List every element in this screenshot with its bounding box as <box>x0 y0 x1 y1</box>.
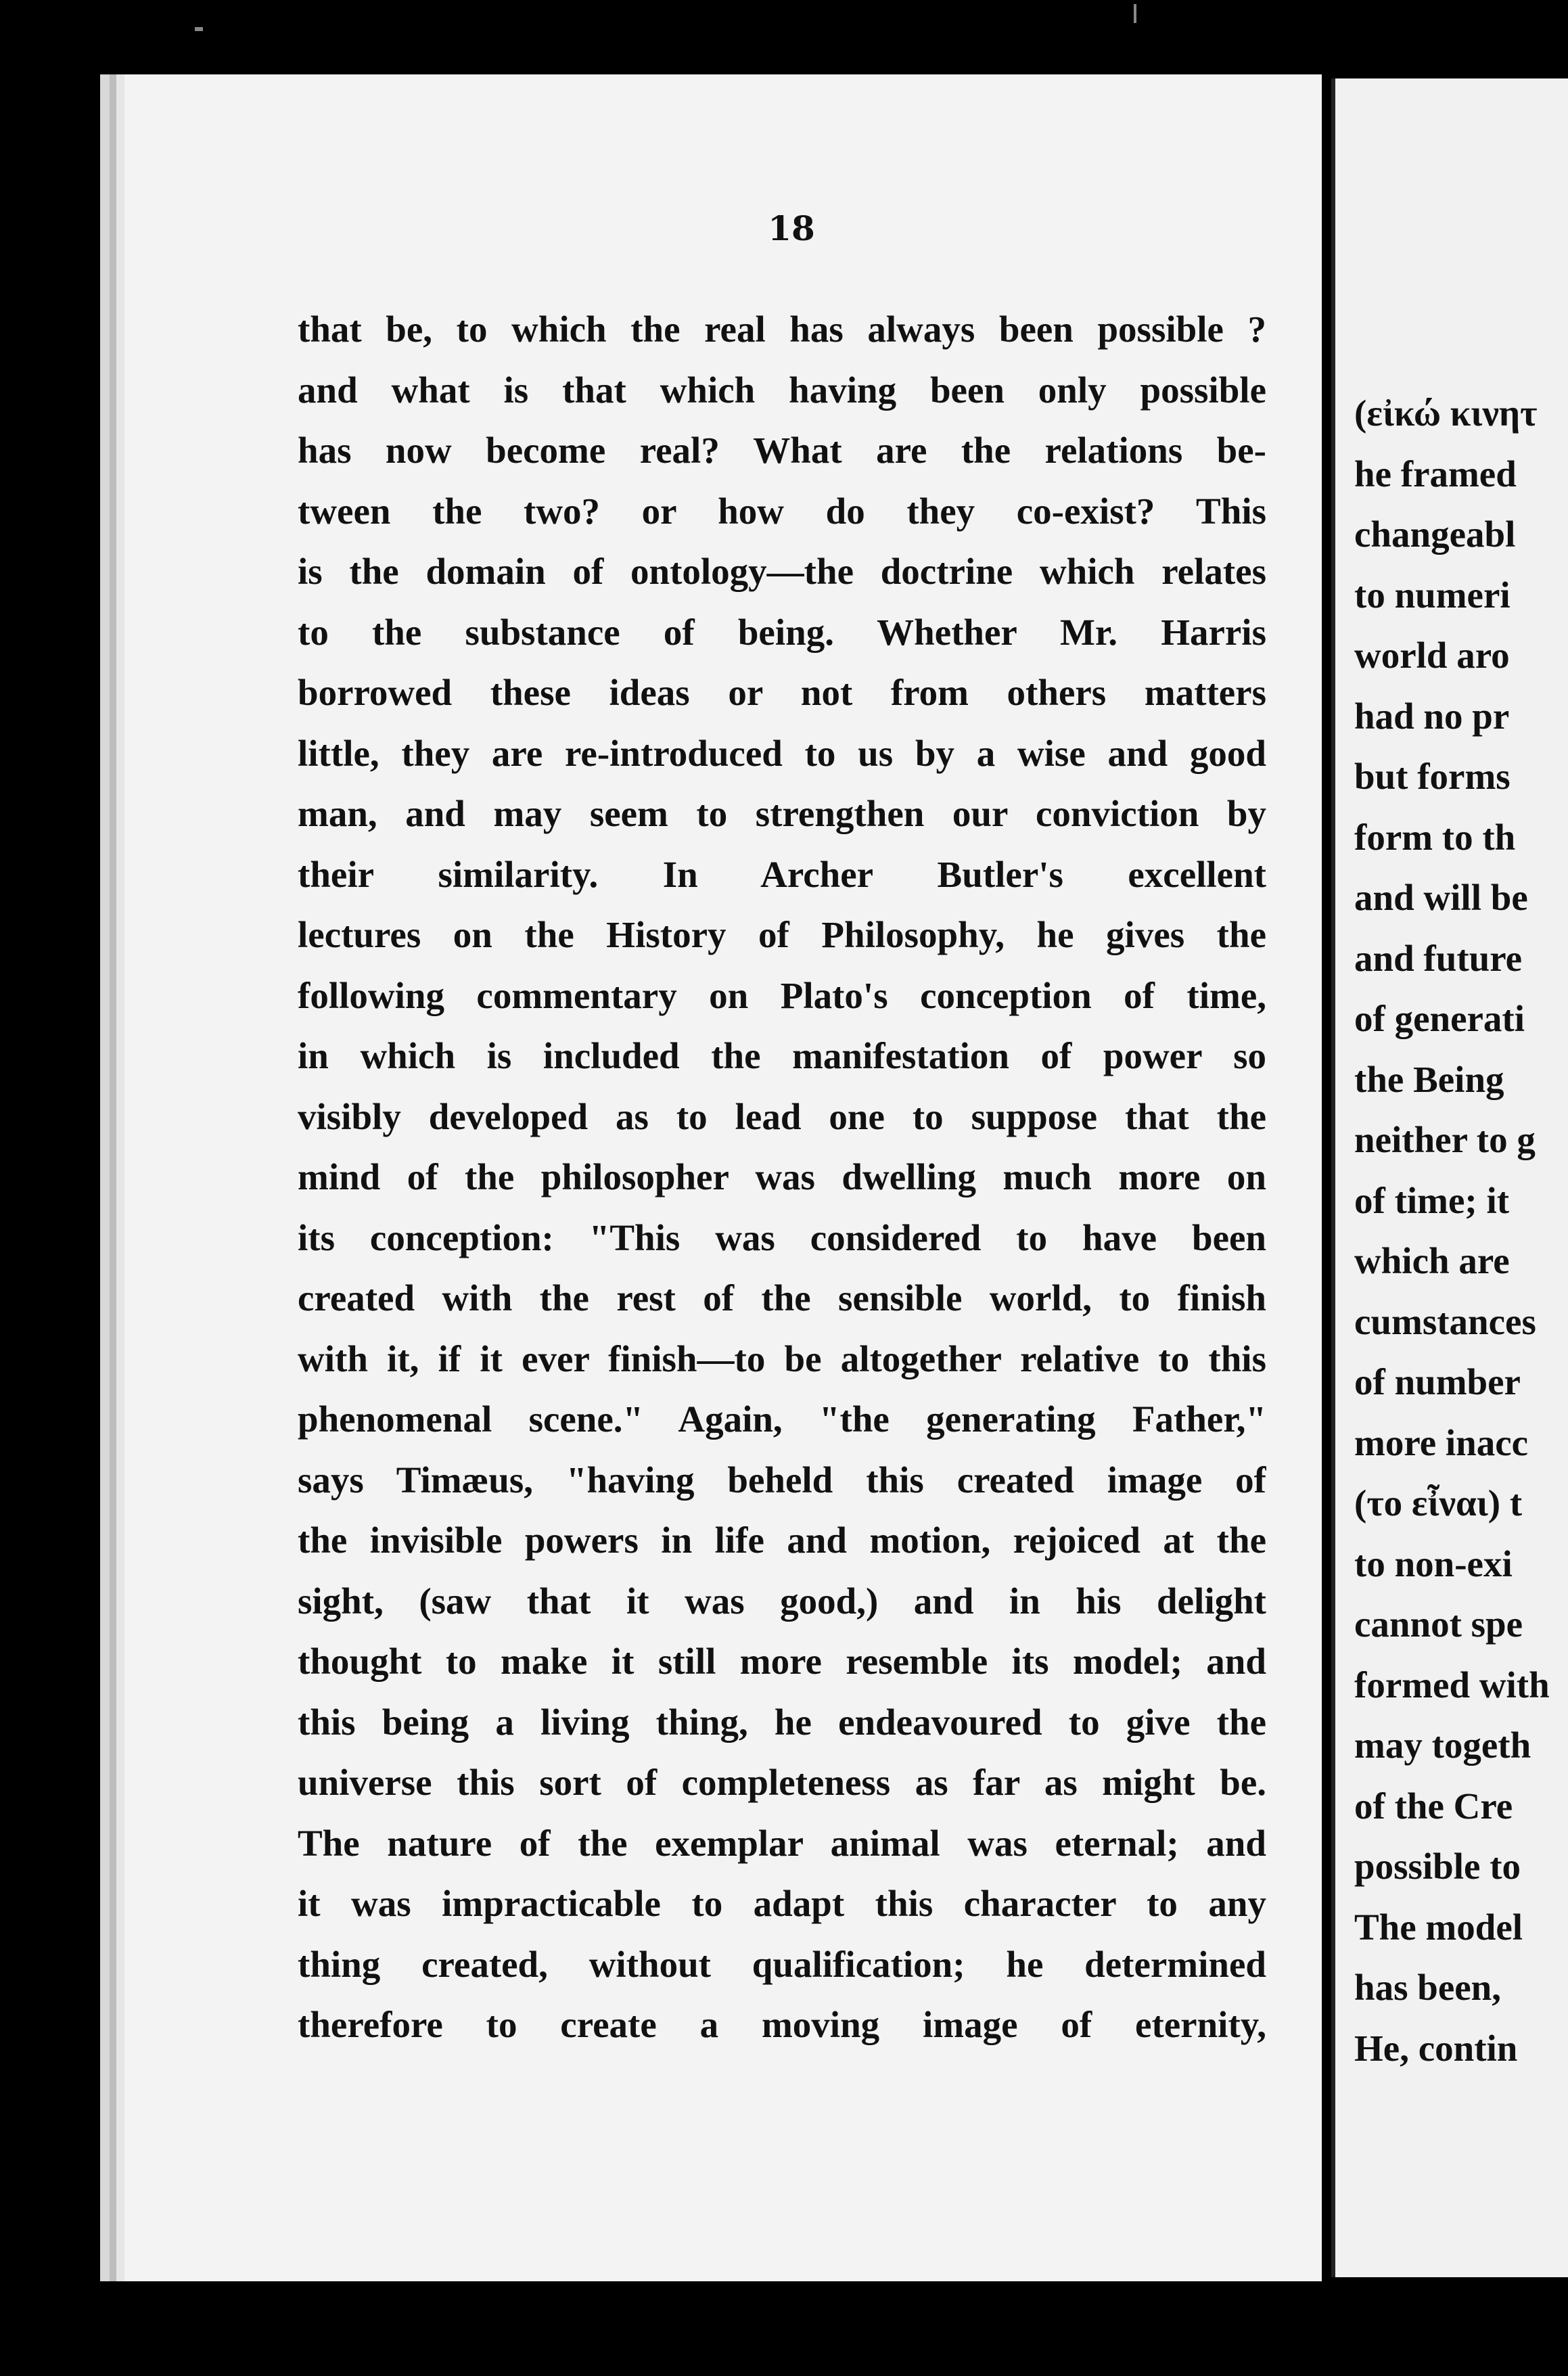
text-line: world aro <box>1354 635 1510 676</box>
text-line: of the Cre <box>1354 1785 1513 1827</box>
text-line: thought to make it still more resemble its model; and <box>298 1641 1266 1682</box>
film-scratch <box>1134 4 1136 23</box>
text-line: lectures on the History of Philosophy, he gives the <box>298 914 1266 955</box>
text-line: which are <box>1354 1240 1510 1281</box>
text-line: man, and may seem to strengthen our conviction by <box>298 793 1266 834</box>
text-line: universe this sort of completeness as far as might be. <box>298 1762 1266 1803</box>
right-page <box>1331 78 1568 2277</box>
text-line: little, they are re-introduced to us by a wise and good <box>298 732 1266 774</box>
text-line: and what is that which having been only possible <box>298 369 1266 411</box>
text-line: that be, to which the real has always been possible ? <box>298 309 1266 350</box>
text-line: therefore to create a moving image of eternity, <box>298 2004 1266 2045</box>
text-line: changeabl <box>1354 513 1516 555</box>
film-speck <box>195 27 203 31</box>
text-line: The nature of the exemplar animal was eternal; and <box>298 1822 1266 1864</box>
text-line: He, contin <box>1354 2027 1518 2069</box>
text-line: sight, (saw that it was good,) and in his delight <box>298 1580 1266 1622</box>
text-line: says Timæus, "having beheld this created image of <box>298 1459 1266 1501</box>
text-line: its conception: "This was considered to have been <box>298 1216 1266 1258</box>
text-line: their similarity. In Archer Butler's excellent <box>298 853 1266 895</box>
text-line: neither to g <box>1354 1119 1536 1160</box>
text-line: borrowed these ideas or not from others matters <box>298 672 1266 713</box>
text-line: is the domain of ontology—the doctrine which relates <box>298 551 1266 592</box>
text-line: possible to <box>1354 1846 1521 1887</box>
text-line: of generati <box>1354 998 1525 1039</box>
text-line: following commentary on Plato's conception of time, <box>298 974 1266 1016</box>
text-line: it was impracticable to adapt this character to any <box>298 1883 1266 1924</box>
text-line: mind of the philosopher was dwelling much more on <box>298 1156 1266 1197</box>
text-line: the Being <box>1354 1058 1504 1100</box>
text-line: had no pr <box>1354 695 1510 737</box>
text-line: he framed <box>1354 453 1517 495</box>
text-line: to non-exi <box>1354 1543 1513 1584</box>
text-line: created with the rest of the sensible world, to finish <box>298 1277 1266 1319</box>
text-line: tween the two? or how do they co-exist? This <box>298 490 1266 532</box>
text-line: has been, <box>1354 1967 1501 2008</box>
text-line: (το εἶναι) t <box>1354 1482 1523 1524</box>
text-line: (εἰκώ κινητ <box>1354 392 1538 434</box>
text-line: more inacc <box>1354 1421 1529 1463</box>
text-line: of time; it <box>1354 1179 1510 1221</box>
text-line: The model <box>1354 1906 1523 1948</box>
text-line: cumstances <box>1354 1300 1536 1342</box>
text-line: phenomenal scene." Again, "the generating Father," <box>298 1398 1266 1440</box>
page-number: 18 <box>768 208 815 248</box>
text-line: cannot spe <box>1354 1603 1523 1645</box>
text-line: but forms <box>1354 756 1511 797</box>
text-line: the invisible powers in life and motion, rejoiced at the <box>298 1520 1266 1561</box>
text-line: of number <box>1354 1361 1521 1402</box>
text-line: with it, if it ever finish—to be altogether relative to this <box>298 1338 1266 1379</box>
text-line: has now become real? What are the relations be- <box>298 430 1266 471</box>
text-line: visibly developed as to lead one to suppose that the <box>298 1095 1266 1137</box>
text-line: formed with <box>1354 1664 1550 1706</box>
right-page-text <box>1354 383 1568 2078</box>
text-line: to the substance of being. Whether Mr. Harris <box>298 611 1266 653</box>
text-line: thing created, without qualification; he determined <box>298 1943 1266 1985</box>
left-page-text <box>298 299 1266 2055</box>
text-line: form to th <box>1354 816 1516 858</box>
text-line: may togeth <box>1354 1724 1531 1766</box>
text-line: and will be <box>1354 877 1528 918</box>
text-line: this being a living thing, he endeavoured to give the <box>298 1701 1266 1743</box>
text-line: to numeri <box>1354 574 1511 616</box>
text-line: and future <box>1354 937 1523 979</box>
text-line: in which is included the manifestation of power so <box>298 1035 1266 1076</box>
